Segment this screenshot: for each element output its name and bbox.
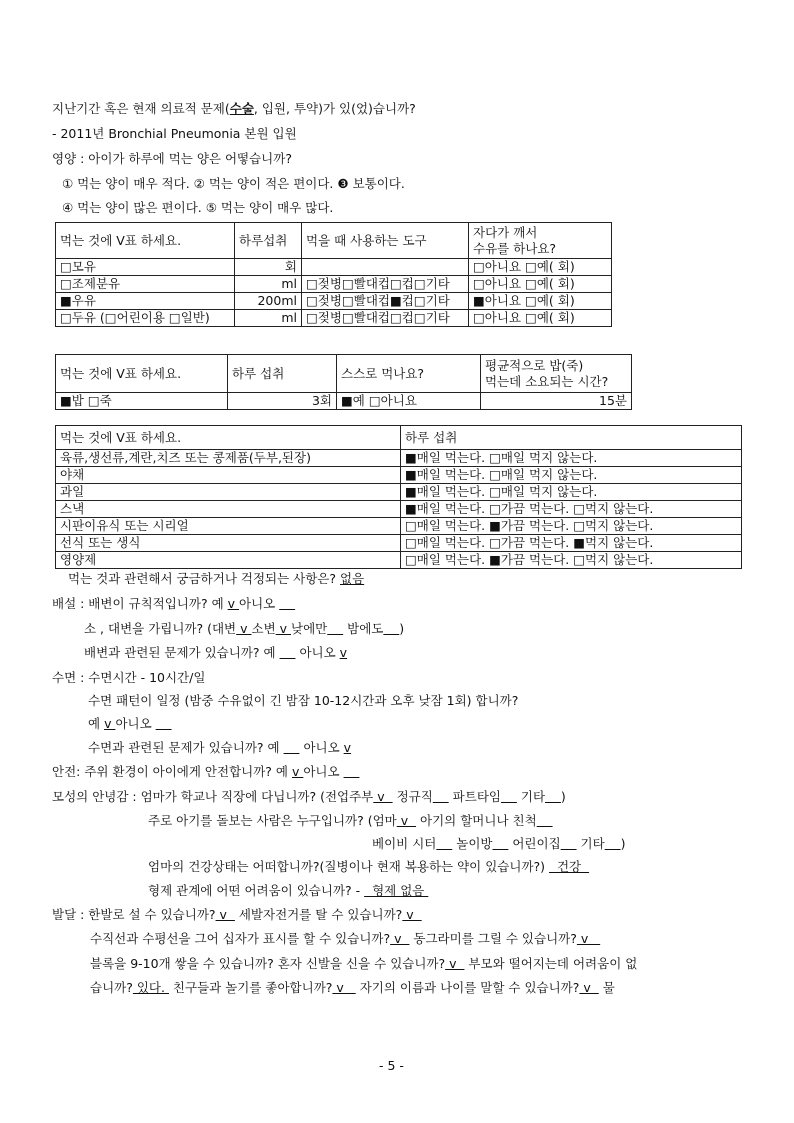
- elimination-q1: 배설 : 배변이 규칙적입니까? 예 v 아니오: [52, 596, 280, 611]
- table-row: 영양제 □매일 먹는다. ■가끔 먹는다. □먹지 않는다.: [56, 552, 742, 569]
- table-row: 스낵 ■매일 먹는다. □가끔 먹는다. □먹지 않는다.: [56, 501, 742, 518]
- medical-history-answer: - 2011년 Bronchial Pneumonia 본원 입원: [52, 126, 297, 141]
- table-row: 시판이유식 또는 시리얼 □매일 먹는다. ■가끔 먹는다. □먹지 않는다.: [56, 518, 742, 535]
- caregiver-options: 베이비 시터 놀이방 어린이집 기타 ): [372, 836, 626, 851]
- caregiver-question: 주로 아기를 돌보는 사람은 누구입니까? (엄마 v 아기의 할머니나 친척: [148, 813, 537, 828]
- milk-feeding-table: 먹는 것에 V표 하세요. 하루섭취 먹을 때 사용하는 도구 자다가 깨서 수유를 하나요? □모유 회 □아니요 □예( 회) □조제분유 ml □젖병□빨대컵□컵□기타 □아니요 □예( 회) ■우유 200ml □젖병□빨대컵■컵□기타 ■아니요 □예( 회) □두유 (□어린이용 □일반) ml □젖병□빨대컵□컵□기타 □아니요 □예( 회): [55, 222, 612, 327]
- table-row: □조제분유 ml □젖병□빨대컵□컵□기타 □아니요 □예( 회): [56, 276, 612, 293]
- medical-history-question: 지난기간 혹은 현재 의료적 문제(수술, 입원, 투약)가 있(었)습니까?: [52, 101, 416, 116]
- elimination-q3: 배변과 관련된 문제가 있습니까? 예 아니오 v: [84, 645, 348, 660]
- table-row: □모유 회 □아니요 □예( 회): [56, 259, 612, 276]
- page-number: - 5 -: [379, 1058, 404, 1073]
- sleep-pattern-question: 수면 패턴이 일정 (밤중 수유없이 긴 밤잠 10-12시간과 오후 낮잠 1회) 합니까?: [88, 693, 519, 708]
- intake-options-1: ① 먹는 양이 매우 적다. ② 먹는 양이 적은 편이다. ❸ 보통이다.: [62, 176, 405, 191]
- sleep-problem: 수면과 관련된 문제가 있습니까? 예 아니오 v: [88, 740, 352, 755]
- table-row: ■밥 □죽 3회 ■예 □아니요 15분: [56, 393, 632, 410]
- eating-concern: 먹는 것과 관련해서 궁금하거나 걱정되는 사항은? 없음: [68, 571, 365, 586]
- intake-options-2: ④ 먹는 양이 많은 편이다. ⑤ 먹는 양이 매우 많다.: [62, 200, 334, 215]
- sleep-hours: 수면 : 수면시간 - 10시간/일: [52, 670, 206, 685]
- development-q2: 수직선과 수평선을 그어 십자가 표시를 할 수 있습니까? v 동그라미를 그릴 수 있습니까? v: [90, 931, 601, 946]
- development-q1: 발달 : 한발로 설 수 있습니까? v 세발자전거를 탈 수 있습니까? v: [52, 907, 422, 922]
- sibling-relations: 형제 관계에 어떤 어려움이 있습니까? - 형제 없음: [148, 883, 429, 898]
- table-row: ■우유 200ml □젖병□빨대컵■컵□기타 ■아니요 □예( 회): [56, 293, 612, 310]
- mother-health: 엄마의 건강상태는 어떠합니까?(질병이나 현재 복용하는 약이 있습니까?) 건강: [148, 859, 590, 874]
- food-frequency-table: 먹는 것에 V표 하세요. 하루 섭취 육류,생선류,계란,치즈 또는 콩제품(두부,된장) ■매일 먹는다. □매일 먹지 않는다. 야채 ■매일 먹는다. □매일 먹지 않는다. 과일 ■매일 먹는다. □매일 먹지 않는다. 스낵 ■매일 먹는다. □가끔 먹는다. □먹지 않는다. 시판이유식 또는 시리얼 □매일 먹는다. ■가끔 먹는다. □먹지 않는다. 선식 또는 생식 □매일 먹는다. □가끔 먹는다. ■먹지 않는다. 영양제 □매일 먹는다. ■가끔 먹는다. □먹지 않는다.: [55, 425, 742, 569]
- table-row: 과일 ■매일 먹는다. □매일 먹지 않는다.: [56, 484, 742, 501]
- table-row: 육류,생선류,계란,치즈 또는 콩제품(두부,된장) ■매일 먹는다. □매일 먹지 않는다.: [56, 450, 742, 467]
- safety-question: 안전: 주위 환경이 아이에게 안전합니까? 예 v 아니오: [52, 764, 344, 779]
- maternal-work: 모성의 안녕감 : 엄마가 학교나 직장에 다닙니까? (전업주부 v 정규직 파트타임 기타 ): [52, 789, 566, 804]
- nutrition-question: 영양 : 아이가 하루에 먹는 양은 어떻습니까?: [52, 151, 292, 166]
- surgery-answer: 수술: [229, 101, 254, 116]
- table-row: □두유 (□어린이용 □일반) ml □젖병□빨대컵□컵□기타 □아니요 □예( 회): [56, 310, 612, 327]
- meal-table: 먹는 것에 V표 하세요. 하루 섭취 스스로 먹나요? 평균적으로 밥(죽) 먹는데 소요되는 시간? ■밥 □죽 3회 ■예 □아니요 15분: [55, 354, 632, 410]
- table-row: 야채 ■매일 먹는다. □매일 먹지 않는다.: [56, 467, 742, 484]
- elimination-q2: 소 , 대변을 가립니까? (대변 v 소변 v 낮에만 밤에도 ): [84, 621, 405, 636]
- sleep-pattern-answer: 예 v 아니오: [88, 716, 156, 731]
- development-q4: 습니까? 있다. 친구들과 놀기를 좋아합니까? v 자기의 이름과 나이를 말할 수 있습니까? v 물: [90, 980, 615, 995]
- table-row: 선식 또는 생식 □매일 먹는다. □가끔 먹는다. ■먹지 않는다.: [56, 535, 742, 552]
- development-q3: 블록을 9-10개 쌓을 수 있습니까? 혼자 신발을 신을 수 있습니까? v 부모와 떨어지는데 어려움이 없: [90, 956, 638, 971]
